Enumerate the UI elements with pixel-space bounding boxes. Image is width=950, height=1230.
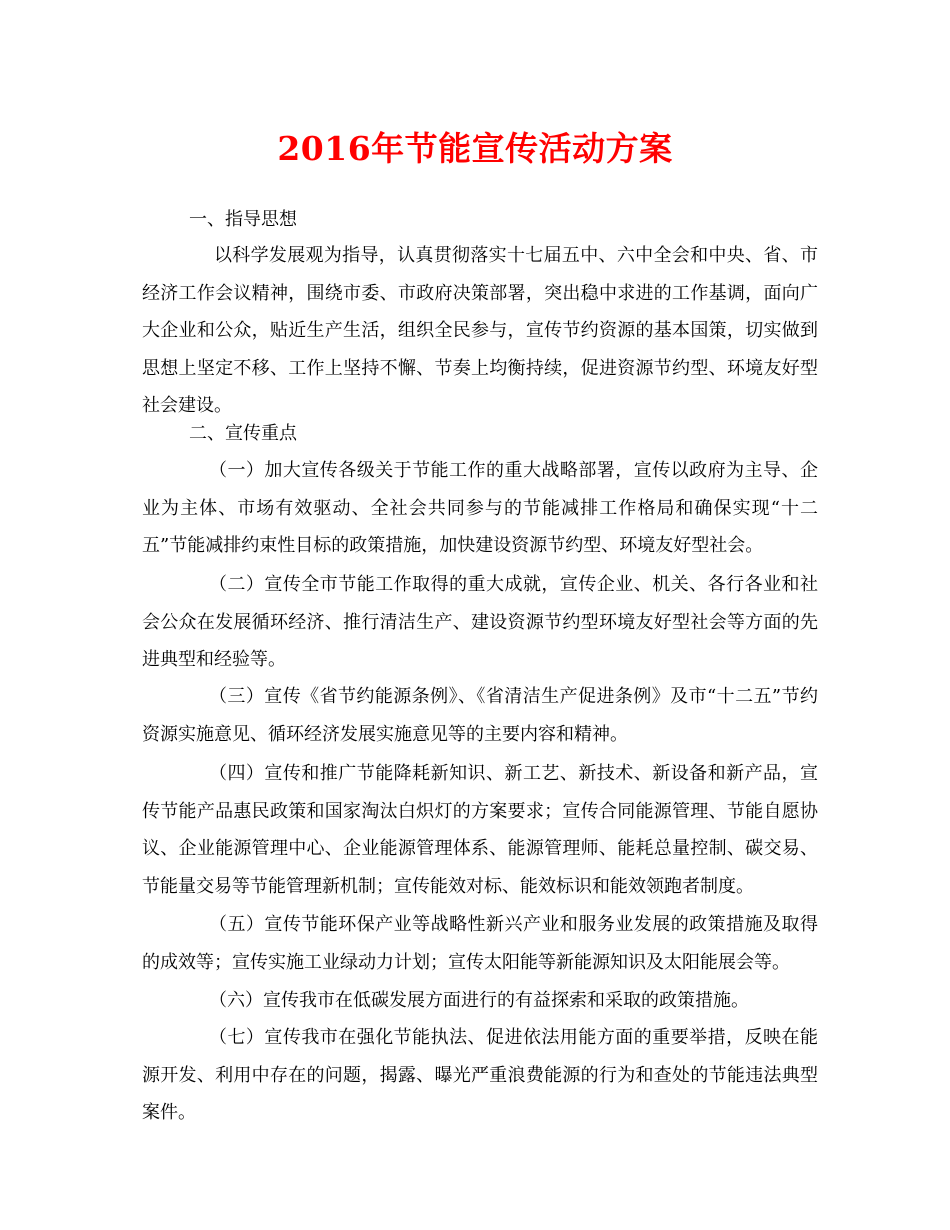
document-title: 2016年节能宣传活动方案 bbox=[277, 129, 673, 168]
paragraph-focus-4: （四）宣传和推广节能降耗新知识、新工艺、新技术、新设备和新产品，宣传节能产品惠民政策和国家淘汰白炽灯的方案要求；宣传合同能源管理、节能自愿协议、企业能源管理中心、企业能源管理体系、能源管理师、能耗总量控制、碳交易、节能量交易等节能管理新机制；宣传能效对标、能效标识和能效领跑者制度。 bbox=[142, 763, 818, 897]
paragraph-focus-3: （三）宣传《省节约能源条例》、《省清洁生产促进条例》及市“十二五”节约资源实施意见、循环经济发展实施意见等的主要内容和精神。 bbox=[142, 686, 818, 745]
section-heading-guiding-ideology: 一、指导思想 bbox=[189, 209, 297, 230]
paragraph-focus-2: （二）宣传全市节能工作取得的重大成就，宣传企业、机关、各行各业和社会公众在发展循环经济、推行清洁生产、建设资源节约型环境友好型社会等方面的先进典型和经验等。 bbox=[142, 574, 818, 671]
paragraph-guiding-ideology: 以科学发展观为指导，认真贯彻落实十七届五中、六中全会和中央、省、市经济工作会议精神，围绕市委、市政府决策部署，突出稳中求进的工作基调，面向广大企业和公众，贴近生产生活，组织全民参与，宣传节约资源的基本国策，切实做到思想上坚定不移、工作上坚持不懈、节奏上均衡持续，促进资源节约型、环境友好型社会建设。 bbox=[142, 245, 818, 417]
paragraph-focus-7: （七）宣传我市在强化节能执法、促进依法用能方面的重要举措，反映在能源开发、利用中存在的问题，揭露、曝光严重浪费能源的行为和查处的节能违法典型案件。 bbox=[142, 1027, 818, 1124]
section-heading-publicity-focus: 二、宣传重点 bbox=[189, 423, 297, 444]
paragraph-focus-1: （一）加大宣传各级关于节能工作的重大战略部署，宣传以政府为主导、企业为主体、市场有效驱动、全社会共同参与的节能减排工作格局和确保实现“十二五”节能减排约束性目标的政策措施，加快建设资源节约型、环境友好型社会。 bbox=[142, 460, 818, 557]
paragraph-focus-5: （五）宣传节能环保产业等战略性新兴产业和服务业发展的政策措施及取得的成效等；宣传实施工业绿动力计划；宣传太阳能等新能源知识及太阳能展会等。 bbox=[142, 914, 818, 973]
paragraph-focus-6: （六）宣传我市在低碳发展方面进行的有益探索和采取的政策措施。 bbox=[209, 990, 749, 1011]
